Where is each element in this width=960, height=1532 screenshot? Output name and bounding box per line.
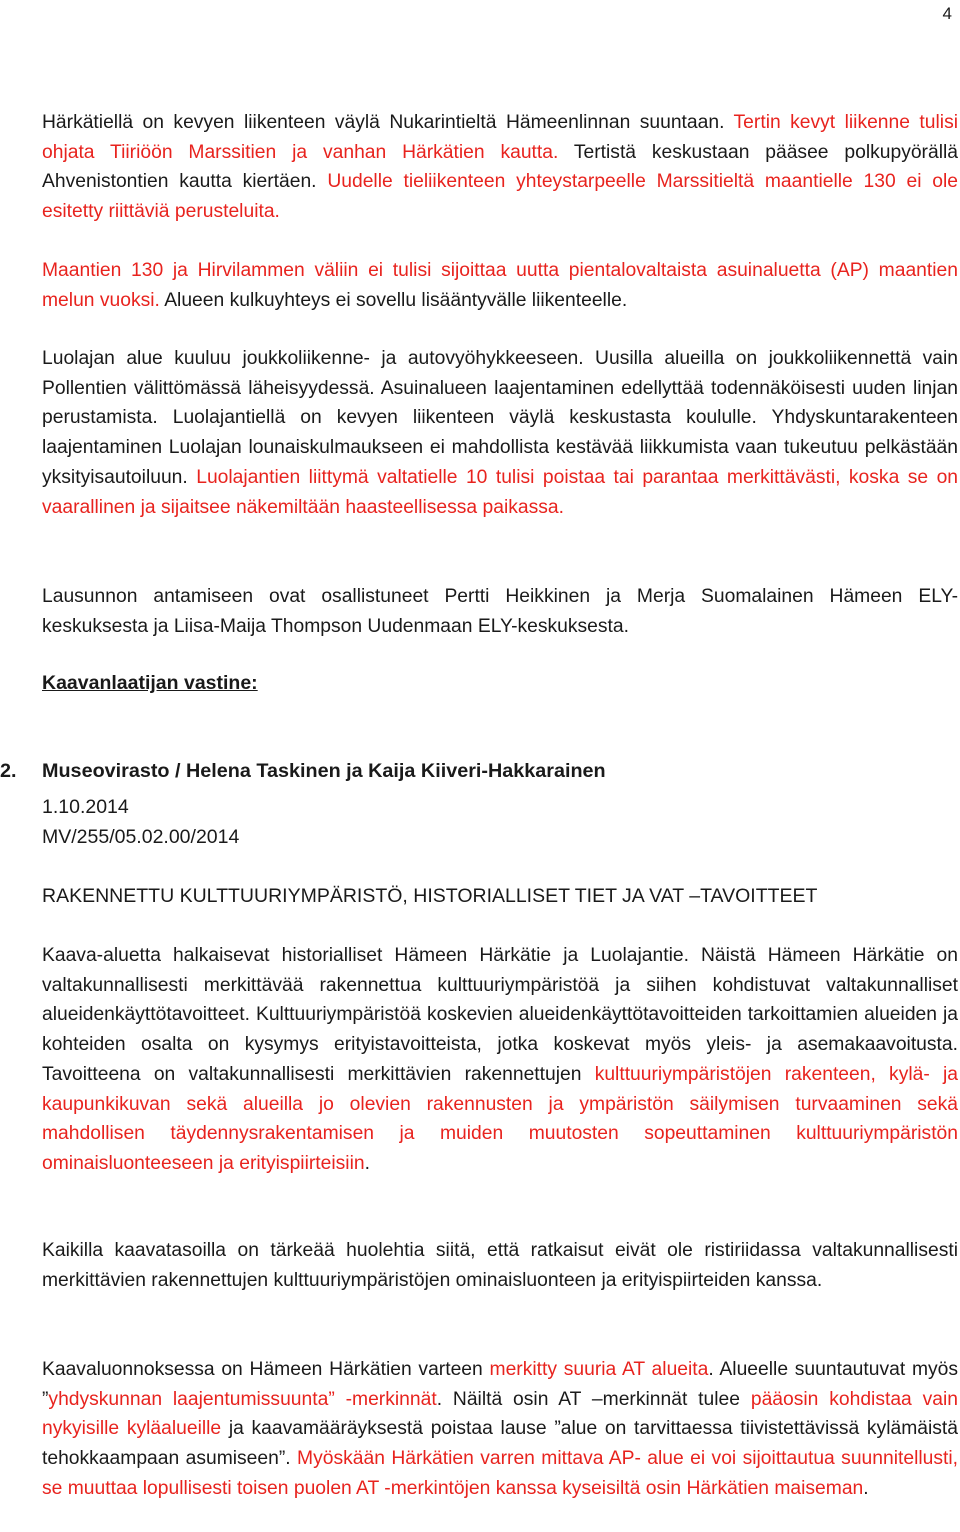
reply-heading: Kaavanlaatijan vastine: <box>42 672 258 694</box>
paragraph-road-noise <box>42 256 958 315</box>
text-span: . <box>863 1477 869 1499</box>
text-span: Härkätiellä on kevyen liikenteen väylä Nukarintieltä Hämeenlinnan suuntaan. <box>42 112 725 133</box>
highlighted-text: pääosin kohdistaa vain nykyisille kyläalueille <box>42 1388 959 1440</box>
highlighted-text: kulttuuriympäristöjen rakenteen, kylä- ja kaupunkikuvan sekä alueilla jo olevien rakennusten ja ympäristön säilymisen turvaaminen sekä mahdollisen täydennysrakentamisen ja muiden muutosten sopeuttaminen kulttuuriympäristön ominaisluonteeseen ja erityispiirteisiin <box>42 1063 958 1174</box>
section-date: 1.10.2014 <box>42 796 129 818</box>
highlighted-text: yhdyskunnan laajentumissuunta” -merkinnät <box>48 1388 437 1410</box>
highlighted-text: Luolajantien liittymä valtatielle 10 tulisi poistaa tai parantaa merkittävästi, koska se on vaarallinen ja sijaitsee näkemiltään haasteellisessa paikassa. <box>42 466 959 518</box>
highlighted-text: Maantien 130 ja Hirvilammen väliin ei tulisi sijoittaa uutta pientalovaltaista asuinaluetta (AP) maantien melun vuoksi. <box>42 260 958 311</box>
paragraph-luolaja <box>42 344 958 522</box>
highlighted-text: Uudelle tieliikenteen yhteystarpeelle Marssitieltä maantielle 130 ei ole esitetty riittäviä perusteluita. <box>42 171 958 223</box>
text-span: . Näiltä osin AT –merkinnät tulee <box>436 1388 740 1410</box>
section-title: Museovirasto / Helena Taskinen ja Kaija Kiiveri-Hakkarainen <box>42 760 606 782</box>
highlighted-text: Tertin kevyt liikenne tulisi ohjata Tiiriöön Marssitien ja vanhan Härkätien kautta. <box>42 112 958 163</box>
text-span: Alueen kulkuyhteys ei sovellu lisääntyvälle liikenteelle. <box>164 289 628 311</box>
paragraph-light-traffic <box>42 108 958 227</box>
highlighted-text: merkitty suuria AT alueita <box>489 1359 709 1380</box>
page-number: 4 <box>942 4 952 23</box>
section-number: 2. <box>0 760 17 782</box>
section-reference: MV/255/05.02.00/2014 <box>42 826 240 848</box>
paragraph-participants: Lausunnon antamiseen ovat osallistuneet Pertti Heikkinen ja Merja Suomalainen Hämeen ELY-keskuksesta ja Liisa-Maija Thompson Uudenmaan ELY-keskuksesta. <box>42 586 958 637</box>
text-span: Kaavaluonnoksessa on Hämeen Härkätien varteen <box>42 1359 483 1380</box>
paragraph-draft-plan <box>42 1355 958 1504</box>
highlighted-text: Myöskään Härkätien varren mittava AP- alue ei voi sijoittautua suunnitellusti, se muuttaa lopullisesti toisen puolen AT -merkintöjen kanssa kyseisiltä osin Härkätien maiseman <box>42 1448 959 1499</box>
section-subheading: RAKENNETTU KULTTUURIYMPÄRISTÖ, HISTORIALLISET TIET JA VAT –TAVOITTEET <box>42 885 818 907</box>
text-span: Tertistä keskustaan pääsee polkupyörällä Ahvenistontien kautta kiertäen. <box>42 141 958 193</box>
text-span: . <box>364 1152 370 1174</box>
paragraph-historic-roads <box>42 941 958 1179</box>
text-span: . Alueelle suuntautuvat myös ” <box>42 1359 959 1410</box>
text-span: Kaava-aluetta halkaisevat historialliset Hämeen Härkätie ja Luolajantie. Näistä Hämeen Härkätie on valtakunnallisesti merkittävää rakennettua kulttuuriympäristöä ja siihen kohdistuvat valtakunnalliset alueidenkäyttötavoitteet. Kulttuuriympäristöä koskevien alueidenkäyttötavoitteiden tarkoittamien alueiden ja kohteiden osalta on kysymys erityistavoitteista, jotka koskevat myös yleis- ja asemakaavoitusta. Tavoitteena on valtakunnallisesti merkittävien rakennettujen <box>42 945 958 1085</box>
text-span: ja kaavamääräyksestä poistaa lause ”alue on tarvittaessa tiivistettävissä kylämäistä tehokkaampaan asumiseen”. <box>42 1418 958 1470</box>
text-span: Luolajan alue kuuluu joukkoliikenne- ja autovyöhykkeeseen. Uusilla alueilla on joukkoliikennettä vain Pollentien välittömässä läheisyydessä. Asuinalueen laajentaminen edellyttää todennäköisesti uuden linjan perustamista. Luolajantiellä on kevyen liikenteen väylä keskustasta koululle. Yhdyskuntarakenteen laajentaminen Luolajan lounaiskulmaukseen ei mahdollista kestävää liikkumista vaan tukeutuu pelkästään yksityisautoiluun. <box>42 348 958 488</box>
paragraph-planning-levels: Kaikilla kaavatasoilla on tärkeää huolehtia siitä, että ratkaisut eivät ole ristiriidassa valtakunnallisesti merkittävien rakennettujen kulttuuriympäristöjen ominaisluonteen ja erityispiirteiden kanssa. <box>42 1240 958 1291</box>
